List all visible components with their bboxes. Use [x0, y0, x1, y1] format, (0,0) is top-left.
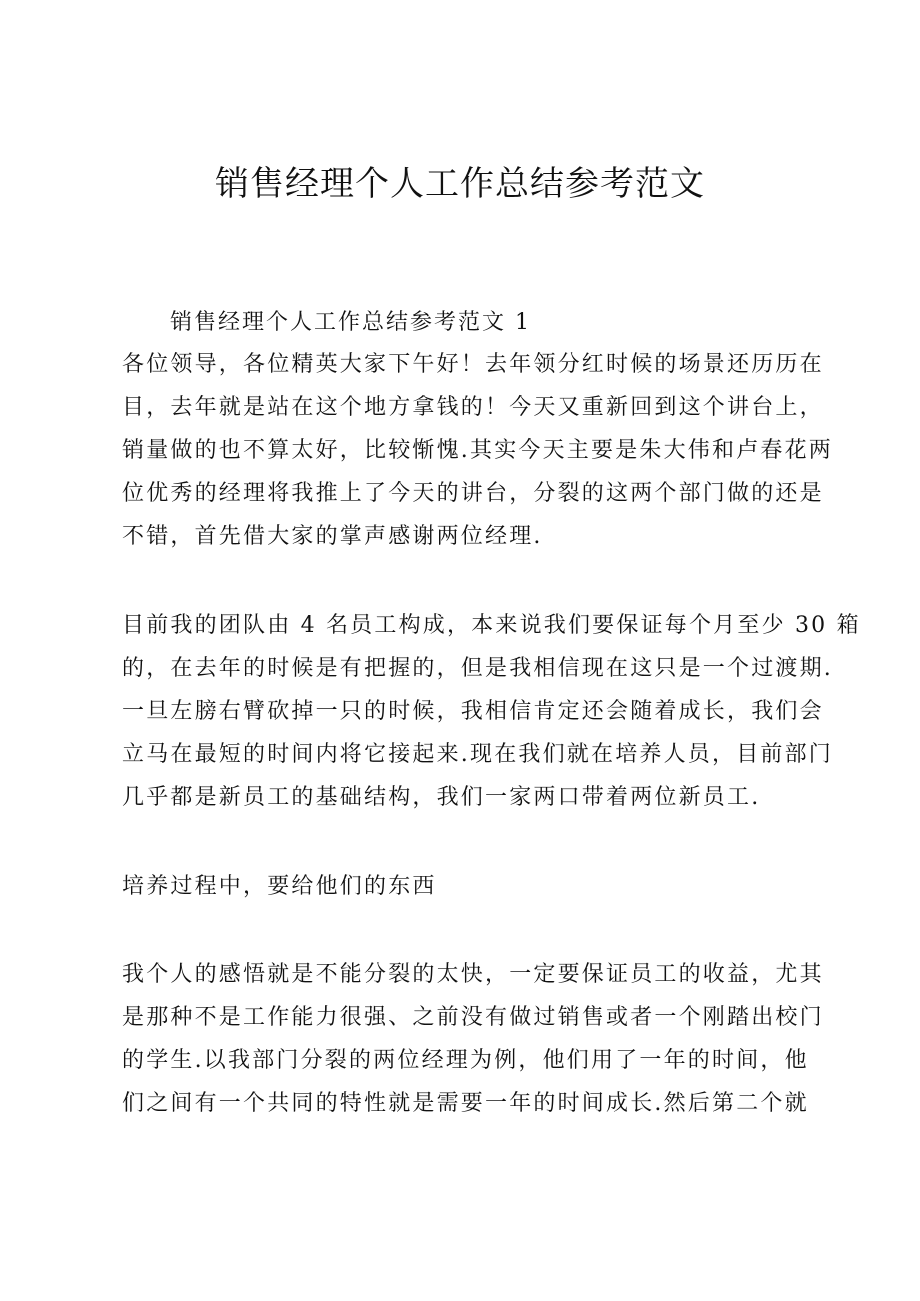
paragraph-line: 我个人的感悟就是不能分裂的太快，一定要保证员工的收益，尤其	[122, 962, 824, 987]
document-title: 销售经理个人工作总结参考范文	[215, 164, 705, 204]
paragraph-line: 培养过程中，要给他们的东西	[122, 874, 437, 899]
paragraph-2	[122, 604, 861, 819]
paragraph-line: 们之间有一个共同的特性就是需要一年的时间成长.然后第二个就	[122, 1091, 809, 1116]
paragraph-line: 不错，首先借大家的掌声感谢两位经理.	[122, 524, 543, 549]
paragraph-line: 立马在最短的时间内将它接起来.现在我们就在培养人员，目前部门	[122, 742, 833, 767]
paragraph-3	[122, 865, 437, 908]
paragraph-line: 目，去年就是站在这个地方拿钱的！今天又重新回到这个讲台上，	[122, 395, 824, 420]
paragraph-line: 一旦左膀右臂砍掉一只的时候，我相信肯定还会随着成长，我们会	[122, 699, 824, 724]
paragraph-line: 销量做的也不算太好，比较惭愧.其实今天主要是朱大伟和卢春花两	[122, 438, 833, 463]
paragraph-line: 几乎都是新员工的基础结构，我们一家两口带着两位新员工.	[122, 785, 761, 810]
section-heading: 销售经理个人工作总结参考范文 1	[170, 310, 531, 335]
paragraph-line: 目前我的团队由 4 名员工构成，本来说我们要保证每个月至少 30 箱	[122, 613, 861, 638]
paragraph-line: 的，在去年的时候是有把握的，但是我相信现在这只是一个过渡期.	[122, 656, 833, 681]
paragraph-line: 的学生.以我部门分裂的两位经理为例，他们用了一年的时间，他	[122, 1048, 809, 1073]
paragraph-line: 各位领导，各位精英大家下午好！去年领分红时候的场景还历历在	[122, 352, 824, 377]
paragraph-1	[122, 343, 833, 558]
paragraph-line: 是那种不是工作能力很强、之前没有做过销售或者一个刚踏出校门	[122, 1005, 824, 1030]
paragraph-line: 位优秀的经理将我推上了今天的讲台，分裂的这两个部门做的还是	[122, 481, 824, 506]
paragraph-4	[122, 953, 824, 1125]
